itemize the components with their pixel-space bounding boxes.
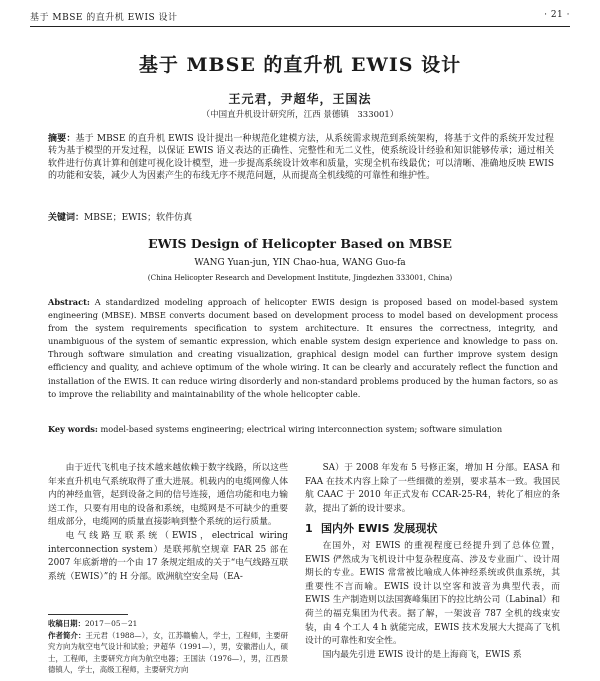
body-paragraph: 在国外，对 EWIS 的重视程度已经提升到了总体位置，EWIS 俨然成为飞机设计中复杂程度高、涉及专业面广、设计周期长的专业。EWIS 常常被比喻成人体神经系统或供血系统，其重要性不言而喻。EWIS 设计以空客和波音为典型代表，而 EWIS 生产制造则以法国赛峰集团下的拉比纳公司（Labinal）和荷兰的福克集团为代表。据了解，一架波音 787 全机的线束安装，由 4 个工人 4 h 就能完成，EWIS 技术发展大大提高了飞机设计的可靠性和安全性。 <box>305 540 560 647</box>
affiliation-chinese: （中国直升机设计研究所，江西 景德镇 333001） <box>201 110 399 120</box>
header-rule <box>30 26 570 27</box>
abstract-english <box>48 296 558 401</box>
abstract-chinese <box>48 133 554 183</box>
body-paragraph: 国内最先引进 EWIS 设计的是上海商飞，EWIS 系 <box>322 649 522 660</box>
keywords-chinese-text: MBSE；EWIS；软件仿真 <box>84 213 193 223</box>
abstract-chinese-label: 摘要： <box>48 134 76 144</box>
author-bio-text: 王元君（1988—），女，江苏赣榆人，学士，工程师，主要研究方向为航空电气设计和试验；尹超华（1991—），男，安徽潜山人，硕士，工程师，主要研究方向为航空电器；王国法（1976—），男，江西景德镇人，学士，高级工程师，主要研究方向 <box>48 630 288 675</box>
authors-english: WANG Yuan-jun, YIN Chao-hua, WANG Guo-fa <box>194 258 406 268</box>
keywords-english <box>48 424 558 434</box>
keywords-chinese-label: 关键词： <box>48 213 85 223</box>
body-column-left <box>48 462 288 584</box>
abstract-chinese-text: 基于 MBSE 的直升机 EWIS 设计提出一种规范化建模方法，从系统需求规范到系统架构，将基于文件的系统开发过程转为基于模型的开发过程，以保证 EWIS 语义表达的正确性、完整性和无二义性，使系统设计经验和知识能够传承；通过相关软件进行仿真计算和创建可视化设计模型，进一步提高系统设计效率和质量，实现全机布线最优；可以清晰、准确地反映 EWIS 的功能和安装，减少人为因素产生的布线无序不规范问题，从而提高全机线缆的可靠性和维护性。 <box>48 134 554 182</box>
footnote-received <box>48 618 288 630</box>
footnote-author-bio <box>48 630 288 676</box>
section-heading-1 <box>305 522 560 536</box>
keywords-chinese <box>48 210 554 223</box>
received-date: 2017－05－21 <box>84 619 138 628</box>
running-head <box>30 10 570 26</box>
title-chinese: 基于 MBSE 的直升机 EWIS 设计 <box>138 54 462 76</box>
authors-chinese: 王元君，尹超华，王国法 <box>228 92 372 106</box>
body-column-right <box>305 462 560 662</box>
body-paragraph: 电气线路互联系统（EWIS，electrical wiring interconnection system）是联邦航空规章 FAR 25 部在 2007 年底新增的一个由 17 条规定组成的关于“电气线路互联系统（EWIS）”的 H 分部。欧洲航空安全局（EA- <box>48 530 288 582</box>
footnote-rule <box>48 614 128 615</box>
body-paragraph: SA）于 2008 年发布 5 号修正案，增加 H 分部。EASA 和 FAA 在技术内容上除了一些细微的差别，要求基本一致。我国民航 CAAC 于 2010 年正式发布 CCAR-25-R4，转化了相应的条款，提出了新的设计要求。 <box>305 463 560 514</box>
running-head-title: 基于 MBSE 的直升机 EWIS 设计 <box>30 13 178 23</box>
abstract-english-text: A standardized modeling approach of helicopter EWIS design is proposed based on model-based system engineering (MBSE). MBSE converts document based on development process to model based on development process from the system requirements specification to system architecture. It ensures the correctness, integrity, and unambiguous of the system of semantic expression, which enable system design experience and knowledge to pass on. Through software simulation and creating visualization, graphical design model can further improve system design efficiency and quality, and achieve optimum of the whole wiring. It can be clearly and accurately reflect the function and installation of the EWIS. It can reduce wiring disorderly and non-standard problems produced by the human factors, so as to improve the reliability and maintainability of the whole helicopter cable. <box>48 297 559 399</box>
footnote <box>48 618 288 676</box>
page-number: · 21 · <box>544 10 570 20</box>
keywords-english-label: Key words: <box>48 424 98 434</box>
keywords-english-text: model-based systems engineering; electrical wiring interconnection system; software simulation <box>100 424 503 434</box>
received-label: 收稿日期： <box>48 619 85 628</box>
author-bio-label: 作者简介： <box>48 630 86 640</box>
section-number: 1 <box>305 522 313 536</box>
body-paragraph: 由于近代飞机电子技术越来越依赖于数字线路，所以这些年来直升机电气系统取得了重大进展。机载内的电缆网像人体内的神经血管，起到设备之间的信号连接，通信功能和电力输送工作，只要有用电的设备和系统，电缆网是不可缺少的重要组成部分，电缆网的质量直接影响到整个系统的运行质量。 <box>48 463 288 528</box>
title-english: EWIS Design of Helicopter Based on MBSE <box>148 236 452 251</box>
affiliation-english: (China Helicopter Research and Development Institute, Jingdezhen 333001, China) <box>147 273 453 282</box>
section-title: 国内外 EWIS 发展现状 <box>321 522 438 536</box>
abstract-english-label: Abstract: <box>48 297 90 307</box>
